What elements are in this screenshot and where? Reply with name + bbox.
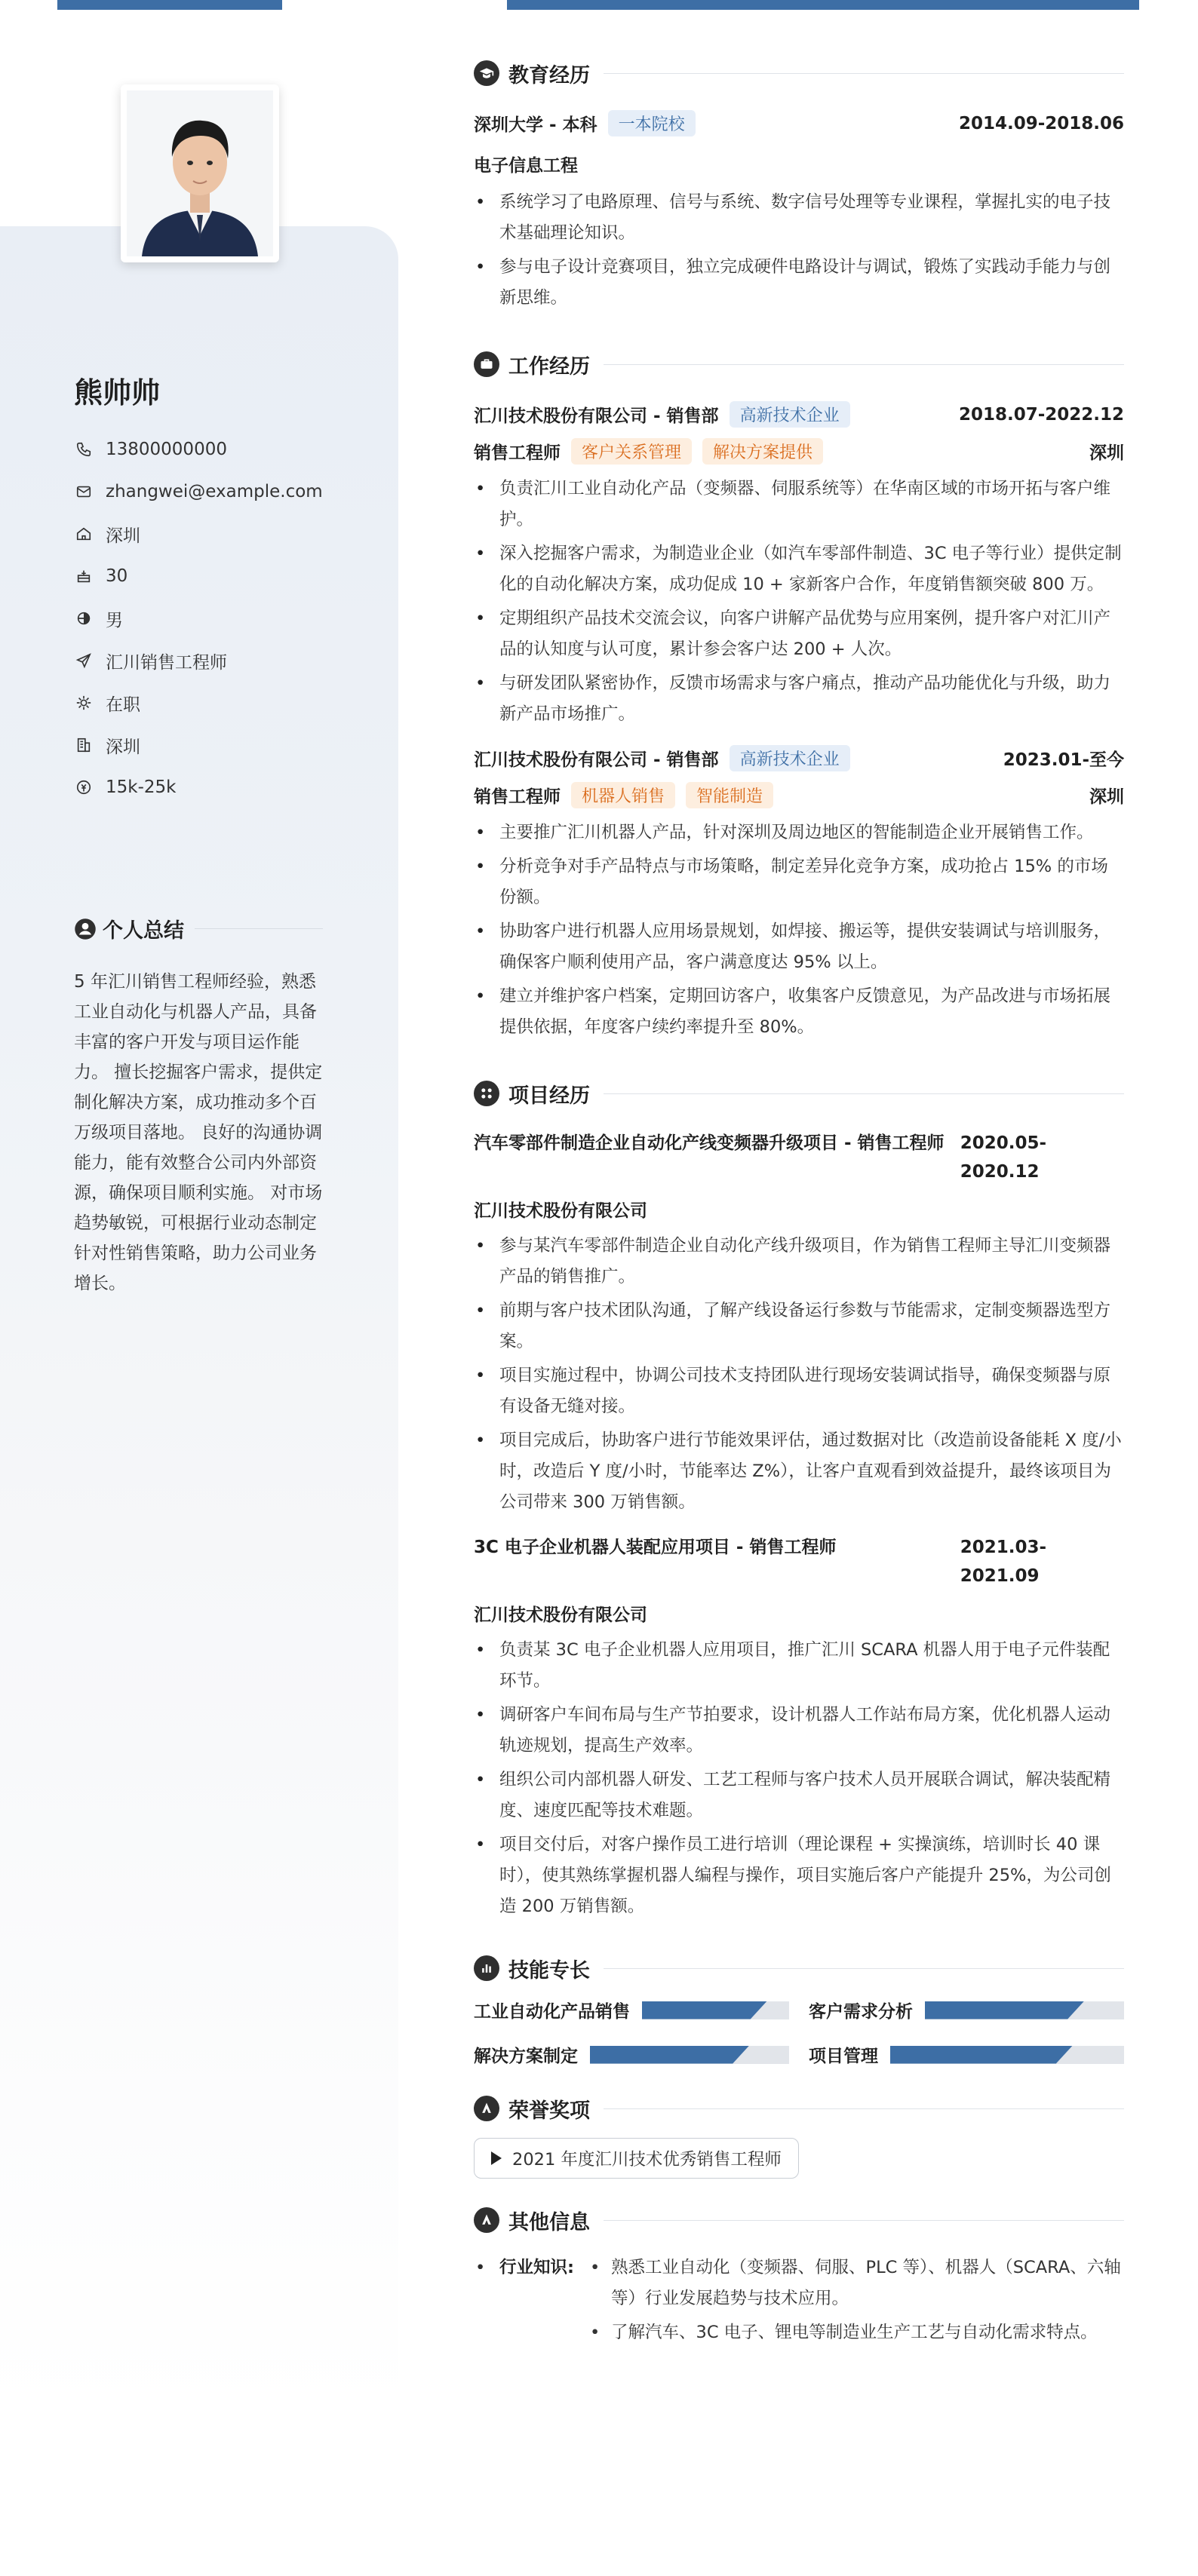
job-tag: 机器人销售 (571, 782, 675, 808)
gender-text: 男 (106, 610, 123, 630)
list-item: • 协助客户进行机器人应用场景规划，如焊接、搬运等，提供安装调试与培训服务，确保客户顺利使用产品，客户满意度达 95% 以上。 (474, 916, 1124, 978)
top-accent-bar-left (57, 0, 282, 10)
mail-icon (74, 482, 94, 501)
divider (604, 364, 1124, 365)
summary-heading (74, 914, 323, 943)
job-tag: 解决方案提供 (702, 438, 823, 465)
skill-name: 客户需求分析 (809, 2002, 913, 2022)
other-info (474, 2252, 1124, 2348)
phone-text: 13800000000 (106, 440, 227, 459)
awards-heading (474, 2090, 1124, 2127)
list-item: • 定期组织产品技术交流会议，向客户讲解产品优势与应用案例，提升客户对汇川产品的认知度与认可度，累计参会客户达 200 + 人次。 (474, 603, 1124, 665)
project-row (474, 1129, 1124, 1186)
projects-title: 项目经历 (508, 1084, 590, 1108)
skills-title: 技能专长 (508, 1958, 590, 1983)
phone-icon (74, 440, 94, 459)
salary-icon (74, 777, 94, 797)
salary-text: 15k-25k (106, 777, 177, 797)
job-date: 2023.01-至今 (1003, 750, 1124, 770)
person-name: 熊帅帅 (74, 376, 161, 409)
grid-icon (474, 1081, 499, 1106)
list-item: • 了解汽车、3C 电子、锂电等制造业生产工艺与自动化需求特点。 (588, 2317, 1124, 2348)
job-bullets (474, 817, 1124, 1043)
job-tag: 客户关系管理 (571, 438, 692, 465)
job-bullets (474, 474, 1124, 730)
divider (604, 1093, 1124, 1094)
education-date: 2014.09-2018.06 (958, 113, 1124, 133)
job-city: 深圳 (1089, 443, 1124, 463)
skill-name: 项目管理 (809, 2047, 878, 2066)
list-item: • 主要推广汇川机器人产品，针对深圳及周边地区的智能制造企业开展销售工作。 (474, 817, 1124, 848)
skill-bar (590, 2046, 789, 2064)
project-date: 2021.03-2021.09 (960, 1538, 1047, 1586)
graduation-cap-icon (474, 60, 499, 86)
project-company: 汇川技术股份有限公司 (474, 1605, 647, 1625)
info-email (74, 471, 323, 513)
status-icon (74, 693, 94, 713)
email-text: zhangwei@example.com (106, 482, 323, 501)
project-name: 汽车零部件制造企业自动化产线变频器升级项目 - 销售工程师 (474, 1133, 945, 1153)
divider (604, 2108, 1124, 2109)
work-city-text: 深圳 (106, 737, 140, 757)
skill-item (474, 1998, 789, 2022)
cake-icon (74, 566, 94, 586)
list-item: • 组织公司内部机器人研发、工艺工程师与客户技术人员开展联合调试，解决装配精度、速度匹配等技术难题。 (474, 1765, 1124, 1826)
list-item: • 项目实施过程中，协调公司技术支持团队进行现场安装调试指导，确保变频器与原有设备无缝对接。 (474, 1360, 1124, 1422)
job-role: 销售工程师 (474, 787, 561, 807)
education-title: 教育经历 (508, 63, 590, 87)
info-location (74, 513, 323, 555)
home-icon (74, 524, 94, 544)
skills-grid (474, 1998, 1124, 2067)
list-item: • 负责某 3C 电子企业机器人应用项目，推广汇川 SCARA 机器人用于电子元件装配环节。 (474, 1635, 1124, 1697)
job-company: 汇川技术股份有限公司 - 销售部 (474, 750, 719, 770)
other-label: • 行业知识: (499, 2258, 574, 2277)
contact-info-list (74, 428, 323, 808)
job-tag: 智能制造 (686, 782, 773, 808)
list-item: • 系统学习了电路原理、信号与系统、数字信号处理等专业课程，掌握扎实的电子技术基础理论知识。 (474, 187, 1124, 249)
target-job-text: 汇川销售工程师 (106, 652, 227, 673)
main-content (474, 54, 1124, 2351)
skill-bar (642, 2001, 789, 2019)
avatar (121, 84, 279, 262)
skill-name: 解决方案制定 (474, 2047, 578, 2066)
divider (604, 2220, 1124, 2221)
project-date: 2020.05-2020.12 (960, 1133, 1047, 1182)
school-name: 深圳大学 - 本科 (474, 115, 597, 135)
divider (195, 928, 323, 929)
education-heading (474, 54, 1124, 92)
project-bullets (474, 1635, 1124, 1922)
other-title: 其他信息 (508, 2210, 590, 2234)
list-item: • 建立并维护客户档案，定期回访客户，收集客户反馈意见，为产品改进与市场拓展提供依据，年度客户续约率提升至 80%。 (474, 981, 1124, 1043)
info-work-city (74, 724, 323, 766)
summary-text: 5 年汇川销售工程师经验，熟悉工业自动化与机器人产品，具备丰富的客户开发与项目运作能力。 擅长挖掘客户需求，提供定制化解决方案，成功推动多个百万级项目落地。 良好的沟通协调能力，能有效整合公司内外部资源，确保项目顺利实施。 对市场趋势敏锐，可根据行业动态制定针对性销售策略，助力公司业务增长。 (74, 972, 323, 1293)
info-salary (74, 766, 323, 808)
award-text: 2021 年度汇川技术优秀销售工程师 (512, 2150, 782, 2170)
skill-item (809, 2042, 1124, 2067)
job-date: 2018.07-2022.12 (958, 404, 1124, 425)
skill-bar-fill (590, 2046, 749, 2064)
list-item: • 参与某汽车零部件制造企业自动化产线升级项目，作为销售工程师主导汇川变频器产品的销售推广。 (474, 1231, 1124, 1293)
user-icon (74, 918, 97, 940)
job-role-row (474, 782, 1124, 808)
work-title: 工作经历 (508, 354, 590, 379)
company-tag: 高新技术企业 (730, 401, 850, 428)
list-item: • 负责汇川工业自动化产品（变频器、伺服系统等）在华南区域的市场开拓与客户维护。 (474, 474, 1124, 535)
work-heading (474, 345, 1124, 383)
divider (604, 73, 1124, 74)
briefcase-icon (474, 351, 499, 377)
list-item: • 分析竞争对手产品特点与市场策略，制定差异化竞争方案，成功抢占 15% 的市场份额。 (474, 851, 1124, 913)
education-bullets (474, 187, 1124, 314)
skill-name: 工业自动化产品销售 (474, 2002, 630, 2022)
project-row (474, 1533, 1124, 1590)
gender-icon (74, 609, 94, 628)
skill-bar-fill (925, 2001, 1084, 2019)
portrait-image (127, 90, 273, 256)
info-target-job (74, 639, 323, 682)
top-accent-bar-right (507, 0, 1139, 10)
skill-item (809, 1998, 1124, 2022)
job-row (474, 401, 1124, 428)
skill-bar-fill (890, 2046, 1073, 2064)
skill-bar (890, 2046, 1124, 2064)
project-name: 3C 电子企业机器人装配应用项目 - 销售工程师 (474, 1538, 837, 1557)
job-role: 销售工程师 (474, 443, 561, 463)
divider (604, 1968, 1124, 1969)
job-company: 汇川技术股份有限公司 - 销售部 (474, 406, 719, 426)
company-tag: 高新技术企业 (730, 745, 850, 771)
info-phone (74, 428, 323, 471)
other-heading (474, 2201, 1124, 2239)
award-icon (474, 2096, 499, 2121)
info-age (74, 555, 323, 597)
job-role-row (474, 438, 1124, 465)
projects-heading (474, 1075, 1124, 1112)
send-icon (74, 651, 94, 670)
info-icon (474, 2207, 499, 2233)
list-item: • 与研发团队紧密协作，反馈市场需求与客户痛点，推动产品功能优化与升级，助力新产品市场推广。 (474, 668, 1124, 730)
skill-bar-fill (642, 2001, 767, 2019)
summary-title: 个人总结 (103, 919, 184, 943)
info-gender (74, 597, 323, 639)
job-row (474, 745, 1124, 771)
list-item: • 调研客户车间布局与生产节拍要求，设计机器人工作站布局方案，优化机器人运动轨迹规划，提高生产效率。 (474, 1700, 1124, 1762)
award-item (474, 2138, 799, 2179)
info-status (74, 682, 323, 724)
school-tag: 一本院校 (608, 110, 696, 136)
play-icon (491, 2151, 502, 2165)
skill-item (474, 2042, 789, 2067)
list-item: • 深入挖掘客户需求，为制造业企业（如汽车零部件制造、3C 电子等行业）提供定制化的自动化解决方案，成功促成 10 + 家新客户合作，年度销售额突破 800 万。 (474, 538, 1124, 600)
skill-bar (925, 2001, 1124, 2019)
major: 电子信息工程 (474, 156, 578, 176)
building-icon (74, 735, 94, 755)
list-item: • 熟悉工业自动化（变频器、伺服、PLC 等）、机器人（SCARA、六轴等）行业发展趋势与技术应用。 (588, 2252, 1124, 2314)
age-text: 30 (106, 566, 128, 586)
project-bullets (474, 1231, 1124, 1518)
list-item: • 前期与客户技术团队沟通，了解产线设备运行参数与节能需求，定制变频器选型方案。 (474, 1296, 1124, 1357)
list-item: • 项目完成后，协助客户进行节能效果评估，通过数据对比（改造前设备能耗 X 度/小时，改造后 Y 度/小时，节能率达 Z%），让客户直观看到效益提升，最终该项目为公司带来 300 万销售额。 (474, 1425, 1124, 1518)
education-row (474, 110, 1124, 136)
list-item: • 项目交付后，对客户操作员工进行培训（理论课程 + 实操演练，培训时长 40 课时），使其熟练掌握机器人编程与操作，项目实施后客户产能提升 25%，为公司创造 200 万销售额。 (474, 1829, 1124, 1922)
list-item: • 参与电子设计竞赛项目，独立完成硬件电路设计与调试，锻炼了实践动手能力与创新思维。 (474, 252, 1124, 314)
awards-title: 荣誉奖项 (508, 2099, 590, 2123)
bar-chart-icon (474, 1955, 499, 1981)
skills-heading (474, 1949, 1124, 1987)
job-city: 深圳 (1089, 787, 1124, 807)
status-text: 在职 (106, 695, 140, 715)
location-text: 深圳 (106, 526, 140, 546)
other-bullets (588, 2252, 1124, 2348)
project-company: 汇川技术股份有限公司 (474, 1201, 647, 1221)
